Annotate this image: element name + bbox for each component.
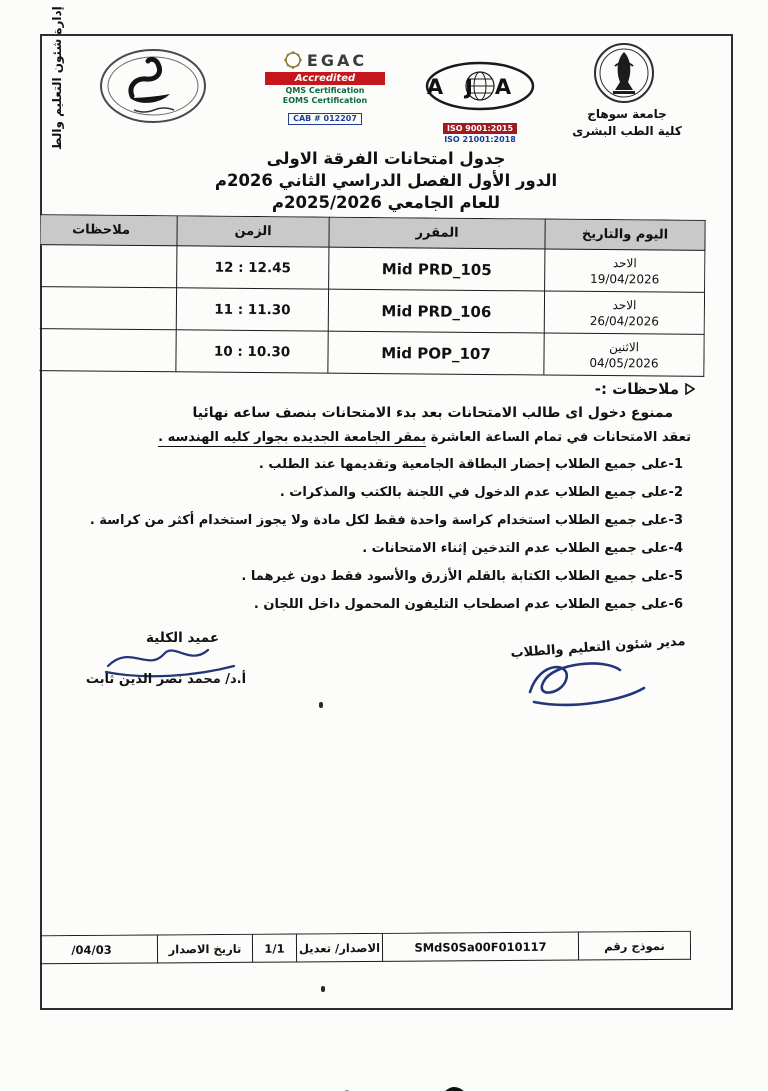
scan-speck — [319, 702, 323, 708]
university-text-block — [562, 106, 692, 140]
egac-cert-line-1: QMS Certification — [285, 86, 365, 95]
exam-rule-item: 1-على جميع الطلاب إحضار البطاقة الجامعية وتقديمها عند الطلب . — [258, 457, 683, 472]
egac-medal-icon — [283, 50, 303, 70]
iso-21001-badge: ISO 21001:2018 — [444, 135, 516, 144]
course-cell: Mid PRD_105 — [329, 247, 545, 291]
notes-section — [55, 380, 695, 625]
issue-label: الاصدار/ تعديل — [296, 933, 382, 962]
footer-row — [40, 931, 691, 964]
title-line-2: الدور الأول الفصل الدراسي الثاني 2026م — [214, 171, 558, 190]
day-date-cell — [545, 249, 705, 292]
day-date-cell — [544, 333, 704, 376]
venue-note-underlined: بمقر الجامعة الجديده بجوار كليه الهندسه . — [158, 430, 427, 445]
dean-name: أ.د/ محمد نصر الدين ثابت — [85, 672, 247, 687]
education-affairs-logo — [98, 46, 208, 128]
dean-signature-title: عميد الكلية — [146, 630, 220, 646]
exam-rule-item: 5-على جميع الطلاب الكتابة بالقلم الأزرق والأسود فقط دون غيرهما . — [241, 569, 683, 584]
accredited-banner: Accredited — [265, 72, 385, 85]
university-logo — [586, 42, 662, 106]
issue-date-label: تاريخ الاصدار — [157, 934, 252, 963]
aja-logo — [424, 60, 536, 145]
date-label: 19/04/2026 — [590, 271, 660, 287]
director-signature-title: مدير شئون التعليم والطلاب — [510, 633, 686, 662]
bottom-scan-artifact — [295, 1071, 575, 1091]
exam-table-container — [39, 214, 705, 385]
header-notes: ملاحظات — [39, 214, 177, 245]
exam-rule-item: 6-على جميع الطلاب عدم اصطحاب التليفون المحمول داخل اللجان . — [253, 597, 683, 612]
notes-heading-row — [55, 380, 695, 398]
aja-globe-icon — [424, 60, 536, 112]
header-day-date: اليوم والتاريخ — [545, 219, 705, 250]
director-signature — [512, 650, 657, 708]
title-line-1: جدول امتحانات الفرقة الاولى — [266, 149, 506, 168]
issue-value: 1/1 — [252, 934, 296, 962]
course-cell: Mid PRD_106 — [328, 289, 544, 333]
egac-cab-number: CAB # 012207 — [288, 113, 362, 125]
notes-cell — [39, 286, 176, 329]
time-cell: 10 : 10.30 — [176, 330, 328, 373]
exam-rule-item: 4-على جميع الطلاب عدم التدخين إثناء الامتحانات . — [362, 541, 683, 556]
notes-cell — [39, 244, 177, 287]
header-time: الزمن — [177, 216, 329, 247]
venue-note — [55, 430, 695, 445]
egac-name: EGAC — [306, 50, 368, 70]
time-cell: 11 : 11.30 — [176, 288, 328, 331]
issue-date-value: /04/03 — [40, 935, 158, 964]
day-label: الاحد — [612, 255, 637, 270]
entry-rule-note: ممنوع دخول اى طالب الامتحانات بعد بدء الامتحانات بنصف ساعه نهائيا — [192, 405, 673, 421]
header-course: المقرر — [329, 217, 545, 249]
title-line-3: للعام الجامعي 2025/2026م — [271, 193, 501, 212]
education-affairs-vertical-label: إدارة شئون التعليم والط — [50, 6, 64, 150]
time-cell: 12 : 12.45 — [177, 246, 329, 289]
scan-speck — [321, 986, 325, 992]
arrow-bullet-icon — [685, 383, 695, 395]
table-row — [39, 244, 705, 292]
notes-heading: ملاحظات :- — [594, 380, 679, 398]
date-label: 26/04/2026 — [589, 313, 659, 328]
footer-form-table — [40, 931, 691, 965]
table-row — [39, 286, 704, 334]
course-cell: Mid POP_107 — [328, 331, 544, 375]
venue-note-prefix: تعقد الامتحانات في تمام الساعة العاشرة — [426, 430, 691, 445]
swan-icon — [131, 59, 160, 96]
form-number-label: نموذج رقم — [578, 931, 690, 960]
day-label: الاثنين — [609, 339, 640, 354]
footer-form-container — [40, 931, 691, 967]
table-row — [39, 328, 704, 376]
exam-rule-item: 2-على جميع الطلاب عدم الدخول في اللجنة بالكتب والمذكرات . — [279, 485, 683, 500]
form-number-value: SMdS0Sa00F010117 — [382, 932, 578, 961]
day-date-cell — [544, 291, 704, 334]
exam-rules-list — [55, 457, 695, 613]
faculty-name: كلية الطب البشرى — [572, 124, 682, 138]
egac-cert-line-2: EOMS Certification — [282, 96, 368, 105]
egac-logo — [252, 50, 398, 125]
eagle-icon — [615, 52, 633, 90]
exam-schedule-title — [140, 148, 632, 214]
day-label: الاحد — [612, 297, 637, 312]
aja-name: AJA — [426, 75, 534, 99]
date-label: 04/05/2026 — [589, 355, 659, 370]
exam-table — [39, 214, 705, 377]
notes-cell — [39, 328, 176, 371]
exam-rule-item: 3-على جميع الطلاب استخدام كراسة واحدة فقط لكل مادة ولا يجوز استخدام أكثر من كراسة . — [89, 513, 683, 528]
iso-9001-badge: ISO 9001:2015 — [443, 123, 517, 134]
university-name: جامعة سوهاج — [587, 107, 667, 121]
